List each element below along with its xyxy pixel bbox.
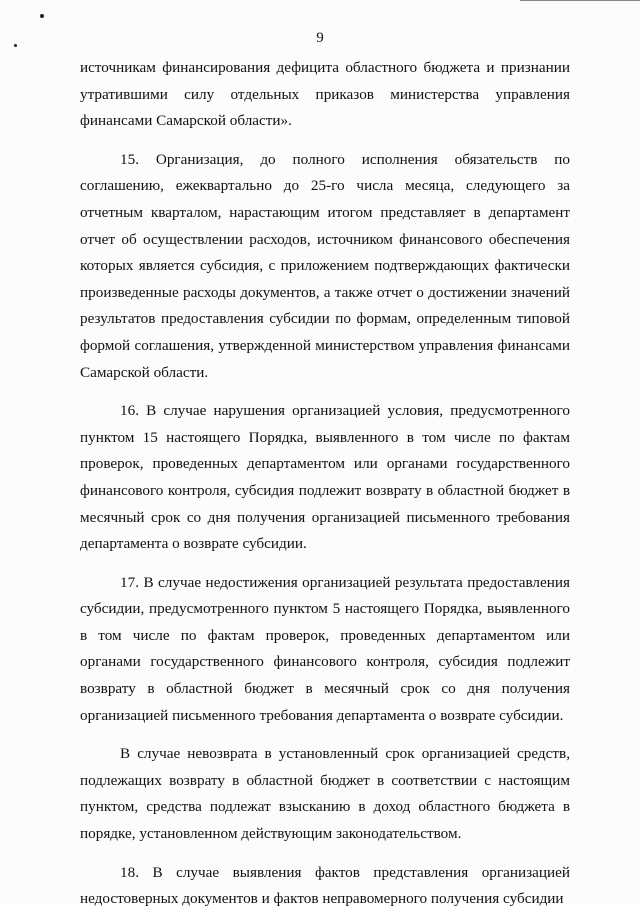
paragraph-item-17-refund: В случае невозврата в установленный срок организацией средств, подлежащих возврату в областной бюджет в соответствии с настоящим пунктом, средства подлежат взысканию в доход областного бюджета в порядке, установленном действующим законодательством. — [80, 745, 570, 843]
paragraph-item-15: 15. Организация, до полного исполнения обязательств по соглашению, ежеквартально до 25-го числа месяца, следующего за отчетным кварталом, нарастающим итогом представляет в департамент отчет об осуществлении расходов, источником финансового обеспечения которых является субсидия, с приложением подтверждающих фактически произведенные расходы документов, а также отчет о достижении значений результатов предоставления субсидии по формам, определенным типовой формой соглашения, утвержденной министерством управления финансами Самарской области. — [80, 150, 570, 381]
scan-dot — [40, 14, 44, 18]
scan-edge-line — [520, 0, 640, 1]
document-body — [80, 55, 570, 913]
paragraph-continuation: источникам финансирования дефицита областного бюджета и признании утратившими силу отдельных приказов министерства управления финансами Самарской области». — [80, 59, 570, 130]
paragraph-item-17: 17. В случае недостижения организацией результата предоставления субсидии, предусмотренного пунктом 5 настоящего Порядка, выявленного в том числе по фактам проверок, проведенных департаментом или органами государственного финансового контроля, субсидия подлежит возврату в областной бюджет в месячный срок со дня получения организацией письменного требования департамента о возврате субсидии. — [80, 573, 570, 724]
paragraph-item-18: 18. В случае выявления фактов представления организацией недостоверных документов и фактов неправомерного получения субсидии — [80, 863, 570, 908]
paragraph-item-16: 16. В случае нарушения организацией условия, предусмотренного пунктом 15 настоящего Порядка, выявленного в том числе по фактам проверок, проведенных департаментом или органами государственного финансового контроля, субсидия подлежит возврату в областной бюджет в месячный срок со дня получения организацией письменного требования департамента о возврате субсидии. — [80, 402, 570, 553]
page-number: 9 — [316, 30, 324, 46]
